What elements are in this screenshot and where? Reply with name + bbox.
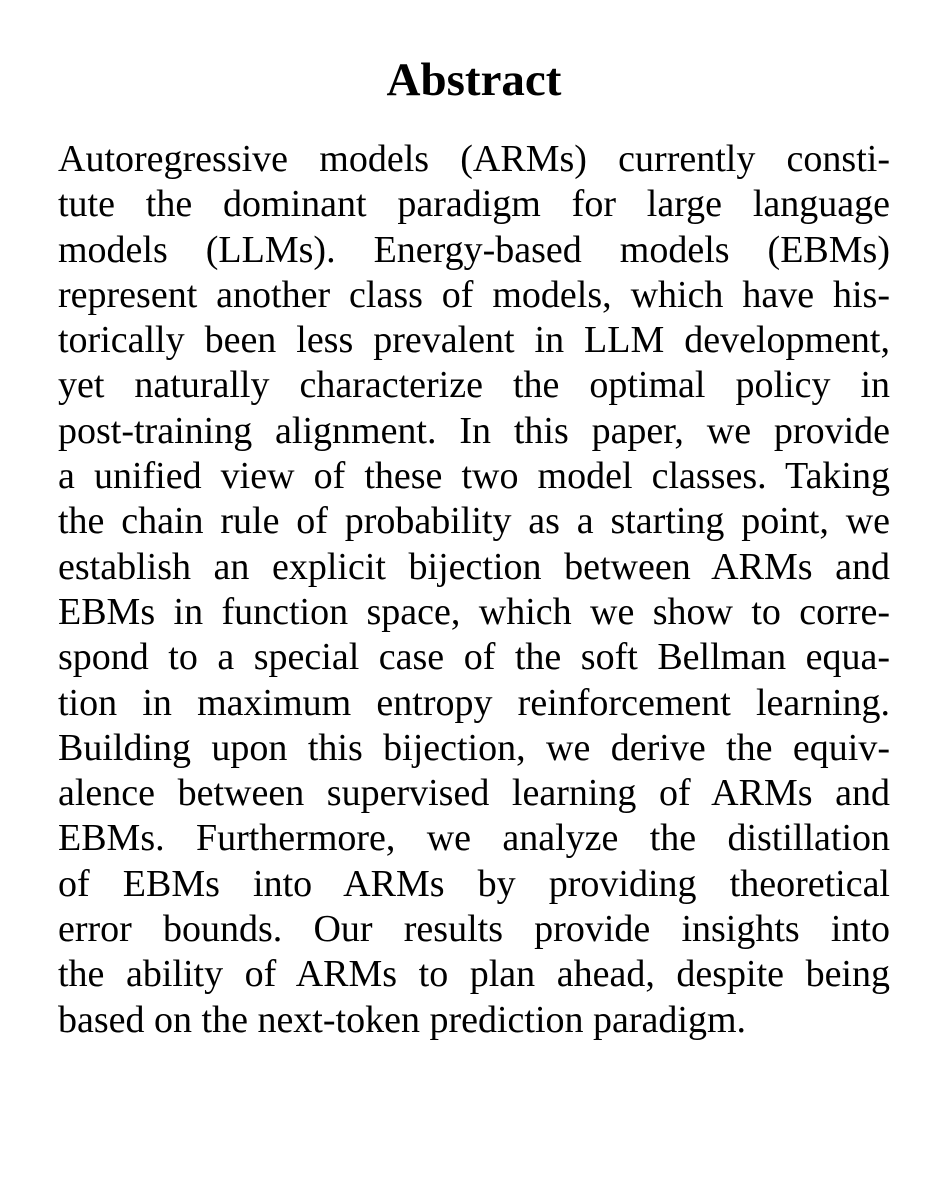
- abstract-line: represent another class of models, which have his-: [58, 273, 890, 316]
- abstract-line: tute the dominant paradigm for large language: [58, 183, 890, 226]
- abstract-line: Building upon this bijection, we derive the equiv-: [58, 726, 890, 769]
- abstract-heading: Abstract: [386, 54, 562, 106]
- abstract-body: [58, 137, 890, 1043]
- abstract-line: spond to a special case of the soft Bellman equa-: [58, 636, 890, 679]
- abstract-line: torically been less prevalent in LLM development,: [58, 319, 890, 362]
- abstract-line: the chain rule of probability as a starting point, we: [58, 500, 890, 543]
- abstract-line: models (LLMs). Energy-based models (EBMs): [58, 228, 890, 271]
- abstract-line: establish an explicit bijection between ARMs and: [58, 545, 890, 588]
- abstract-line: a unified view of these two model classes. Taking: [58, 455, 890, 498]
- abstract-line: tion in maximum entropy reinforcement learning.: [58, 681, 890, 724]
- abstract-line: of EBMs into ARMs by providing theoretical: [58, 862, 890, 905]
- abstract-line: error bounds. Our results provide insights into: [58, 908, 890, 951]
- abstract-line: based on the next-token prediction paradigm.: [58, 998, 747, 1041]
- abstract-line: post-training alignment. In this paper, we provide: [58, 409, 890, 452]
- abstract-line: yet naturally characterize the optimal policy in: [58, 364, 890, 407]
- abstract-line: alence between supervised learning of ARMs and: [58, 772, 890, 815]
- abstract-line: the ability of ARMs to plan ahead, despite being: [58, 953, 890, 996]
- abstract-line: Autoregressive models (ARMs) currently consti-: [58, 138, 890, 180]
- abstract-line: EBMs. Furthermore, we analyze the distillation: [58, 817, 890, 860]
- abstract-line: EBMs in function space, which we show to corre-: [58, 590, 890, 633]
